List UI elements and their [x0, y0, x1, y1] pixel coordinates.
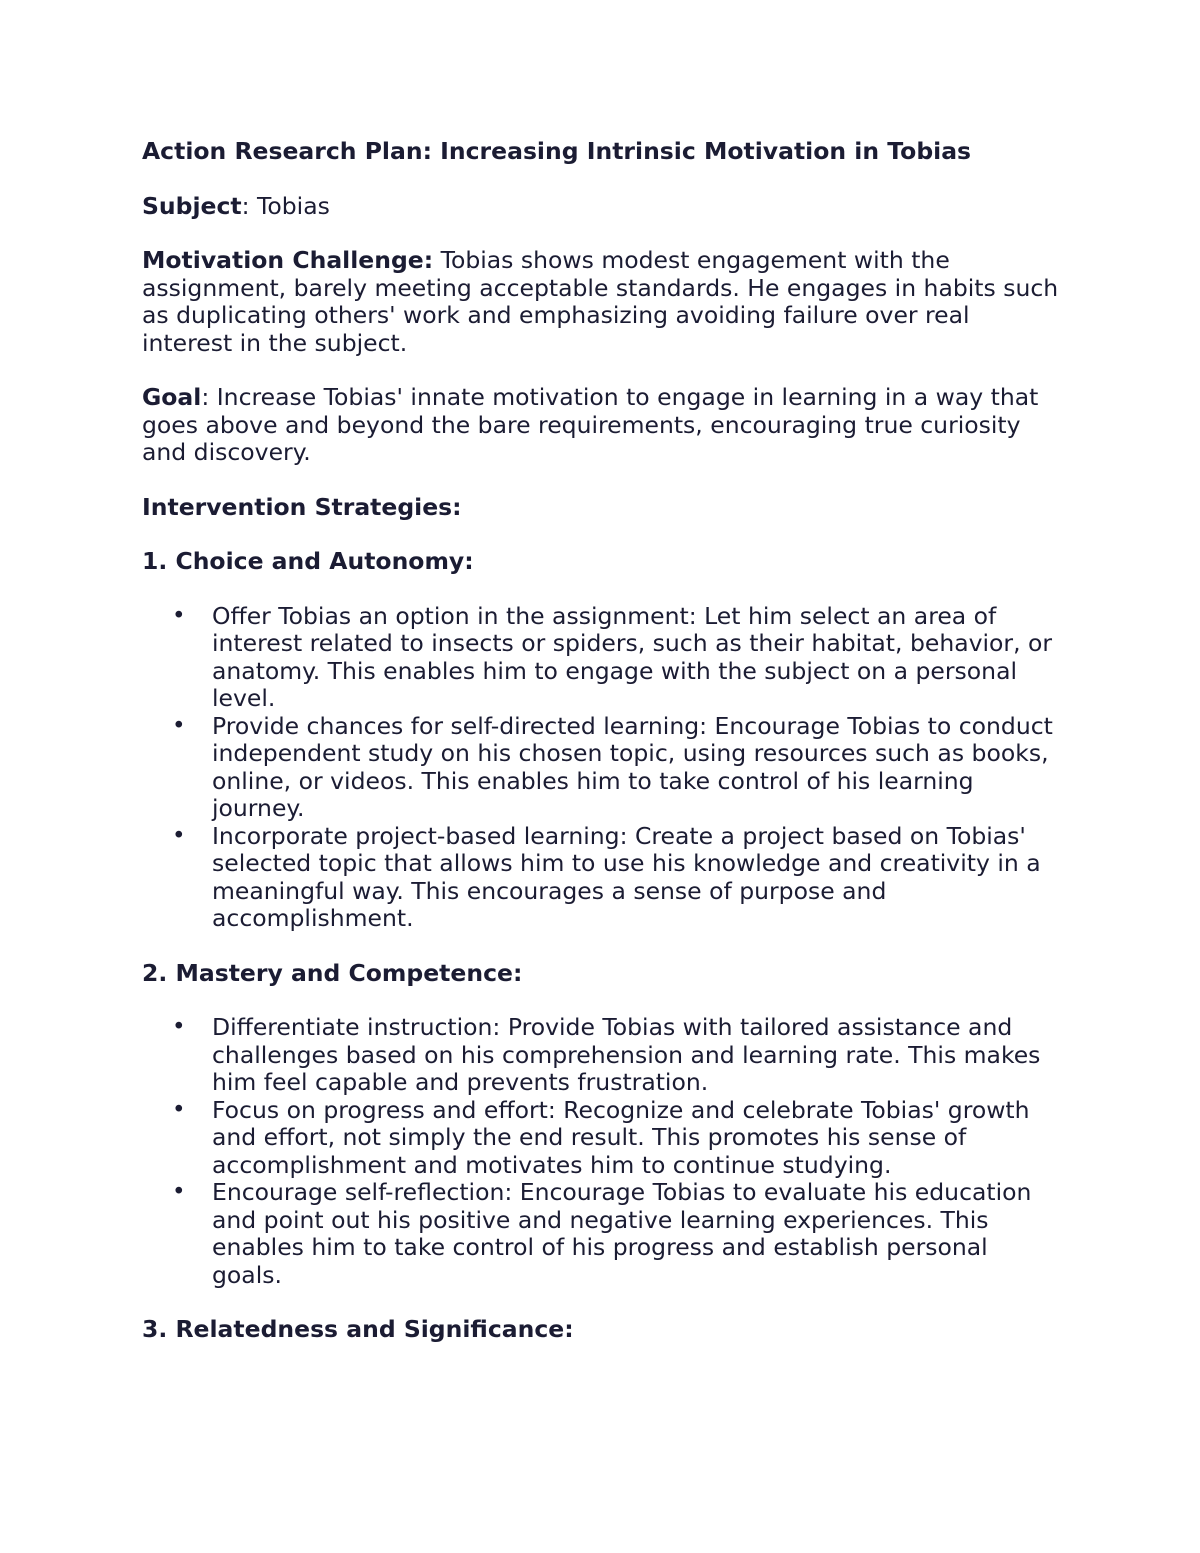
list-item-text: Offer Tobias an option in the assignment: Let him select an area of interest related to insects or spiders, such as their habitat, behavior, or anatomy. This enables him to engage with the subject on a personal level. — [212, 601, 1053, 712]
section-heading-relatedness-significance: 3. Relatedness and Significance: — [142, 1315, 574, 1343]
bullet-icon: • — [172, 1014, 186, 1040]
list-item — [142, 1179, 1062, 1289]
goal-text: : Increase Tobias' innate motivation to engage in learning in a way that goes above and beyond the bare requirements, encouraging true curiosity and discovery. — [142, 383, 1039, 466]
bullet-icon: • — [172, 712, 186, 739]
list-item — [142, 823, 1062, 933]
list-item — [142, 603, 1062, 713]
bullet-icon: • — [172, 822, 186, 849]
motivation-challenge-paragraph — [142, 247, 1062, 357]
list-item — [142, 1097, 1062, 1180]
document-page — [142, 138, 1062, 1371]
subject-value: : Tobias — [241, 191, 330, 220]
list-item-text: Differentiate instruction: Provide Tobias with tailored assistance and challenges based on his comprehension and learning rate. This makes him feel capable and prevents frustration. — [212, 1013, 1041, 1096]
bullet-icon: • — [172, 1179, 186, 1205]
choice-autonomy-list — [142, 603, 1062, 933]
subject-label: Subject — [142, 191, 242, 220]
section-heading-mastery-competence: 2. Mastery and Competence: — [142, 958, 523, 987]
list-item-text: Encourage self-reflection: Encourage Tobias to evaluate his education and point out his positive and negative learning experiences. This enables him to take control of his progress and establish personal goals. — [212, 1178, 1032, 1289]
list-item-text: Focus on progress and effort: Recognize and celebrate Tobias' growth and effort, not simply the end result. This promotes his sense of accomplishment and motivates him to continue studying. — [212, 1095, 1030, 1179]
section-heading-choice-autonomy: 1. Choice and Autonomy: — [142, 547, 474, 575]
goal-label: Goal — [142, 383, 202, 411]
challenge-label: Motivation Challenge: — [142, 246, 434, 274]
challenge-text: Tobias shows modest engagement with the assignment, barely meeting acceptable standards. He engages in habits such as duplicating others' work and emphasizing avoiding failure over real interest in the subject. — [142, 246, 1059, 357]
bullet-icon: • — [172, 1096, 186, 1123]
bullet-icon: • — [172, 602, 186, 629]
list-item-text: Incorporate project-based learning: Create a project based on Tobias' selected topic that allows him to use his knowledge and creativity in a meaningful way. This encourages a sense of purpose and accomplishment. — [212, 821, 1041, 932]
mastery-competence-list — [142, 1014, 1062, 1289]
document-title: Action Research Plan: Increasing Intrinsic Motivation in Tobias — [142, 137, 972, 165]
subject-line — [142, 193, 1062, 221]
goal-paragraph — [142, 384, 1062, 467]
list-item — [142, 713, 1062, 823]
list-item-text: Provide chances for self-directed learning: Encourage Tobias to conduct independent study on his chosen topic, using resources such as books, online, or videos. This enables him to take control of his learning journey. — [212, 711, 1053, 822]
strategies-heading: Intervention Strategies: — [142, 492, 462, 521]
list-item — [142, 1014, 1062, 1097]
